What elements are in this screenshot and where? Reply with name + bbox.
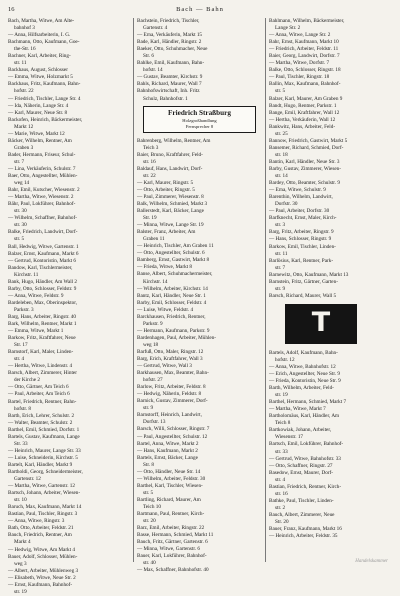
directory-entry: Baldauf, Hans, Landwirt, Dorf- — [137, 165, 203, 172]
directory-entry: Barsch, Richard, Maurer, Wall 5 — [269, 292, 337, 299]
directory-entry: Barfknecht, Ernst, Maler, Kirch- — [269, 215, 337, 222]
directory-entry: Barthel, Karl, Tischler, Wiesen- — [137, 482, 203, 489]
directory-entry: — Gertrud, Kontoristin, Markt 6 — [8, 257, 77, 264]
logo-letter: T — [311, 306, 331, 338]
directory-entry: — Martha, Witwe, Dorfstr. 7 — [269, 60, 330, 67]
directory-entry: Bartkowiak, Johann, Arbeiter, — [269, 427, 332, 434]
directory-entry: Barckhausen, Friedrich, Rentner, — [137, 313, 206, 320]
directory-entry-continuation: Markt 12 — [14, 123, 34, 130]
directory-entry: — Otto, Arbeiter, Ringstr. 5 — [137, 186, 195, 193]
directory-entry: Bartholomäus, Karl, Händler, Am — [269, 413, 340, 420]
directory-entry-continuation: Markt 4 — [14, 539, 31, 546]
directory-entry: — Hertha, Verkäuferin, Wall 12 — [269, 116, 336, 123]
directory-entry-continuation: str. 30 — [14, 208, 27, 215]
directory-entry: — Erna, Witwe, Schulstr. 9 — [269, 187, 326, 194]
directory-entry: Bahrenberg, Wilhelm, Rentner, Am — [137, 137, 211, 144]
directory-entry: Bartels, Adolf, Kaufmann, Bahn- — [269, 349, 338, 356]
directory-column-2 — [137, 18, 262, 574]
directory-entry: Baruch, Max, Kaufmann, Markt 14 — [8, 504, 82, 511]
directory-entry-continuation: hofstr. 14 — [143, 67, 163, 74]
directory-entry: Bastian, Friedrich, Rentner, Kirch- — [269, 483, 342, 490]
directory-entry: Bank, Hugo, Händler, Am Wall 2 — [8, 278, 78, 285]
directory-entry: — Max, Schaffner, Bahnhofstr. 40 — [137, 567, 209, 574]
directory-entry-continuation: str. 7 — [275, 264, 286, 271]
directory-entry: — Paul, Arbeiter, Dorfstr. 30 — [269, 208, 330, 215]
directory-entry: — Karl, Maurer, Ringstr. 5 — [137, 179, 194, 186]
directory-entry: Barg, Hans, Arbeiter, Ringstr. 40 — [8, 313, 76, 320]
directory-entry-continuation: Graben 11 — [143, 236, 165, 243]
directory-entry: Baier, Bruno, Kraftfahrer, Feld- — [137, 151, 203, 158]
directory-entry: Bahlmann, Wilhelm, Bäckermeister, — [269, 18, 345, 24]
directory-entry-continuation: str. 10 — [14, 497, 27, 504]
directory-entry: Balk, Wilhelm, Schmied, Markt 3 — [137, 200, 208, 207]
directory-entry-continuation: Schulz, Bahnhofstr. 1 — [143, 95, 188, 102]
directory-entry: — Gustav, Beamter, Kirchstr. 9 — [137, 74, 203, 81]
directory-entry: — Anna, Hilfsarbeiterin, I. G. — [8, 32, 71, 39]
page-number: 16 — [8, 6, 15, 13]
directory-entry: — Heinrich, Tischler, Am Graben 11 — [137, 243, 214, 250]
directory-entry: Bauch, Fritz, Gärtner, Gartenstr. 6 — [137, 539, 208, 546]
directory-entry-continuation: Str. 8 — [143, 461, 154, 468]
directory-entry: Bartling, Richard, Maurer, Am — [137, 496, 201, 503]
directory-entry: Bauer, Franz, Kaufmann, Markt 16 — [269, 526, 342, 533]
directory-entry: Balzer, Ernst, Kaufmann, Markt 6 — [8, 250, 79, 257]
directory-entry: Bartels, Gustav, Kaufmann, Lange — [8, 433, 80, 440]
directory-entry: Bachstein, Friedrich, Tischler, — [137, 18, 200, 24]
directory-entry-continuation: hofstr. 27 — [143, 377, 163, 384]
directory-entry: Bahls, Richard, Maurer, Wall 7 — [137, 81, 202, 88]
directory-entry: — Walter, Beamter, Schulstr. 2 — [8, 419, 73, 426]
directory-entry-continuation: Parkstr. 3 — [14, 306, 34, 313]
directory-entry: Barnstorff, Heinrich, Landwirt, — [137, 412, 202, 419]
directory-entry: — Lina, Verkäuferin, Schulstr. 7 — [8, 165, 76, 172]
directory-entry: Bankwitz, Hans, Arbeiter, Feld- — [269, 123, 336, 130]
directory-entry: — Minna, Witwe, Gartenstr. 6 — [137, 546, 200, 553]
directory-entry: — Otto, Händler, Neue Str. 14 — [137, 468, 201, 475]
directory-entry: Barlow, Fritz, Arbeiter, Feldstr. 8 — [137, 384, 206, 391]
directory-entry-continuation: str. 33 — [275, 448, 288, 455]
directory-entry: Barth, Erich, Lehrer, Schulstr. 2 — [8, 412, 75, 419]
running-title: Bach — Bahn — [176, 6, 224, 13]
directory-entry: Bartmann, Paul, Rentner, Kirch- — [137, 511, 205, 518]
directory-entry-continuation: Teich 3 — [143, 144, 159, 151]
directory-entry: Bastian, Paul, Tischler, Ringstr. 3 — [8, 511, 78, 518]
directory-entry: — Paul, Zimmerer, Wiesenstr. 8 — [137, 193, 204, 200]
directory-entry: Bauch, Albert, Zimmerer, Neue — [269, 511, 335, 518]
directory-entry: — Karl, Maurer, Neue Str. 8 — [8, 109, 68, 116]
directory-entry: Bantin, Karl, Händler, Neue Str. 3 — [269, 158, 340, 165]
directory-entry: Bannow, Friedrich, Gastwirt, Markt 5 — [269, 137, 348, 144]
directory-entry: Bach, Martha, Witwe, Am Alte- — [8, 18, 75, 24]
directory-column-1 — [8, 18, 130, 595]
directory-entry: — Elisabeth, Witwe, Neue Str. 2 — [8, 574, 76, 581]
directory-entry: — Erich, Angestellter, Neue Str. 9 — [269, 371, 340, 378]
directory-entry: Bark, Wilhelm, Rentner, Markt 1 — [8, 321, 77, 328]
directory-entry: — Emma, Witwe, Markt 1 — [8, 328, 64, 335]
directory-entry: — Luise, Schneiderin, Kirchstr. 5 — [8, 454, 78, 461]
directory-entry-continuation: str. 4 — [275, 476, 286, 483]
directory-entry: — Frieda, Witwe, Markt 8 — [137, 264, 193, 271]
directory-entry: — Friedrich, Tischler, Lange Str. 4 — [8, 95, 81, 102]
directory-entry-continuation: the-Str. 16 — [14, 46, 36, 53]
directory-entry-continuation: str. 30 — [14, 222, 27, 229]
directory-entry: Bartsch, Emil, Lokführer, Bahnhof- — [269, 441, 344, 448]
advertisement-box — [143, 106, 256, 133]
directory-entry: Bahr, Emil, Kutscher, Wiesenstr. 2 — [8, 187, 80, 194]
directory-entry-continuation: Str. 6 — [143, 53, 154, 60]
directory-entry-continuation: str. 4 — [14, 356, 25, 363]
directory-entry-continuation: str. 18 — [275, 151, 288, 158]
directory-entry: Barz, Emil, Arbeiter, Ringstr. 22 — [137, 525, 205, 532]
directory-entry: Bartel, Friedrich, Rentner, Bahn- — [8, 398, 77, 405]
directory-entry: Barsch, Willi, Schlosser, Ringstr. 7 — [137, 426, 210, 433]
directory-entry-continuation: str. 14 — [275, 173, 288, 180]
directory-entry-continuation: str. 2 — [275, 504, 286, 511]
directory-entry: Backofen, Heinrich, Bäckermeister, — [8, 116, 83, 123]
directory-entry: — Heinrich, Maurer, Lange Str. 33 — [8, 447, 81, 454]
directory-entry-continuation: Lange Str. 2 — [275, 25, 301, 32]
directory-entry: — Albert, Arbeiter, Mühlenweg 3 — [8, 567, 79, 574]
directory-entry-continuation: Str. 19 — [143, 215, 157, 222]
directory-entry-continuation: Kirchstr. 11 — [14, 271, 39, 278]
directory-entry: Barg, Fritz, Arbeiter, Ringstr. 9 — [269, 229, 334, 236]
directory-entry: — Anna, Witwe, Ringstr. 3 — [8, 518, 65, 525]
directory-entry: — Hans, Kaufmann, Markt 2 — [137, 447, 198, 454]
directory-entry-continuation: str. 11 — [14, 60, 27, 67]
directory-entry: Bardeleben, Max, Oberinspektor, — [8, 299, 78, 306]
directory-entry-continuation: str. 9 — [275, 285, 286, 292]
directory-entry: Bachner, Karl, Arbeiter, Ring- — [8, 53, 71, 60]
directory-entry: Barnick, Gustav, Zimmerer, Dorf- — [137, 398, 208, 405]
directory-entry: Bauer, Karl, Lokführer, Bahnhof- — [137, 553, 207, 560]
directory-entry: — Anna, Witwe, Bahnhofstr. 12 — [269, 363, 336, 370]
directory-entry: Bathke, Paul, Tischler, Linden- — [269, 497, 334, 504]
directory-entry: Backhaus, August, Schlosser — [8, 67, 68, 74]
directory-entry: Barby, Emil, Schlosser, Feldstr. 4 — [137, 299, 207, 306]
directory-entry: Bauch, Friedrich, Rentner, Am — [8, 532, 72, 539]
footer-stamp: Handelskammer — [355, 559, 388, 564]
directory-entry: — Hedwig, Näherin, Feldstr. 8 — [137, 391, 202, 398]
directory-entry-continuation: Wiesenstr. 17 — [275, 434, 304, 441]
directory-entry-continuation: str. 19 — [14, 588, 27, 595]
directory-entry: — Anna, Witwe, Feldstr. 9 — [8, 292, 64, 299]
directory-entry: Bath, Otto, Arbeiter, Feldstr. 21 — [8, 525, 74, 532]
directory-entry-continuation: Parkstr. 9 — [143, 320, 163, 327]
directory-entry: Bähr, Paul, Lokführer, Bahnhof- — [8, 201, 76, 208]
directory-entry: Balzer, Karl, Maurer, Am Graben 9 — [269, 95, 343, 102]
directory-entry-continuation: Str. 33 — [14, 440, 28, 447]
directory-entry: Balke, Friedrich, Landwirt, Dorf- — [8, 229, 78, 236]
directory-entry-continuation: str. 19 — [275, 392, 288, 399]
directory-entry: — Wilhelm, Arbeiter, Feldstr. 30 — [137, 475, 206, 482]
directory-entry-continuation: Str. 17 — [14, 342, 28, 349]
directory-entry-continuation: Gartenstr. 12 — [14, 476, 41, 483]
directory-entry: Balster, Franz, Arbeiter, Am — [137, 229, 196, 236]
directory-entry: Ballin, Max, Kaufmann, Bahnhof- — [269, 81, 341, 88]
directory-entry: — Martha, Witwe, Markt 7 — [269, 406, 326, 413]
directory-entry: — Hertha, Witwe, Lindenstr. 4 — [8, 363, 73, 370]
directory-entry-continuation: der Kirche 2 — [14, 377, 40, 384]
directory-entry: Bandow, Karl, Tischlermeister, — [8, 264, 73, 271]
directory-entry: Baeker, Otto, Schuhmacher, Neue — [137, 46, 208, 53]
directory-entry-continuation: str. 40 — [143, 560, 156, 567]
directory-entry: Bahnhofswirtschaft, Inh. Fritz — [137, 88, 200, 95]
directory-entry: Bachmann, Otto, Kaufmann, Goe- — [8, 39, 80, 46]
directory-entry: — Otto, Angestellter, Schulstr. 6 — [137, 250, 205, 257]
directory-entry: Bader, Hermann, Friseur, Schul- — [8, 151, 76, 158]
directory-entry: — Anna, Witwe, Lange Str. 2 — [269, 32, 331, 39]
directory-entry-continuation: Str. 20 — [275, 519, 289, 525]
page-header — [8, 4, 392, 16]
directory-entry: Basse, Hermann, Schmied, Markt 11 — [137, 532, 214, 539]
directory-entry-continuation: hofstr. 22 — [14, 88, 34, 95]
directory-entry-continuation: str. 22 — [143, 172, 156, 179]
directory-entry: Banse, Albert, Schuhmachermeister, — [137, 271, 213, 278]
directory-entry: — Otto, Gärtner, Am Teich 6 — [8, 384, 69, 391]
directory-entry: Barenthin, Wilhelm, Landwirt, — [269, 194, 333, 201]
directory-entry-continuation: str. 25 — [275, 130, 288, 137]
advertisement-text: Friedrich Straßburg — [168, 108, 231, 117]
directory-entry-continuation: weg 14 — [14, 180, 30, 187]
directory-entry: — Erna, Verkäuferin, Markt 15 — [137, 32, 203, 39]
directory-entry: Barg, Erich, Kraftfahrer, Wall 3 — [137, 356, 203, 363]
directory-entry-continuation: str. 9 — [143, 405, 154, 412]
directory-entry-continuation: str. 16 — [143, 158, 156, 165]
directory-entry: — Wilhelm, Arbeiter, Kirchstr. 14 — [137, 285, 208, 292]
directory-entry: Ballerstedt, Karl, Bäcker, Lange — [137, 208, 204, 215]
directory-entry: — Otto, Schaffner, Ringstr. 27 — [269, 462, 333, 469]
directory-entry: Barkow, Emil, Tischler, Linden- — [269, 243, 336, 250]
directory-entry: Baer, Otto, Angestellter, Mühlen- — [8, 173, 78, 180]
directory-entry: Bauer, Adolf, Schlosser, Mühlen- — [8, 553, 78, 560]
column-rule — [265, 18, 266, 562]
directory-entry: Barby, Gustav, Zimmerer, Wiesen- — [269, 165, 341, 172]
directory-entry: — Marie, Witwe, Markt 12 — [8, 130, 65, 137]
directory-entry: Bahr, Ernst, Kaufmann, Markt 10 — [269, 39, 339, 46]
directory-entry-continuation: str. 3 — [275, 222, 286, 229]
directory-entry-continuation: str. 5 — [275, 88, 286, 95]
directory-entry: Backhaus, Fritz, Kaufmann, Bahn- — [8, 81, 81, 88]
directory-entry: — Hedwig, Witwe, Am Markt 4 — [8, 546, 75, 553]
directory-entry: — Gertrud, Witwe, Wall 3 — [137, 363, 192, 370]
logo-advertisement — [285, 304, 357, 344]
directory-column-3 — [269, 18, 394, 562]
directory-entry-continuation: Teich 8 — [275, 420, 291, 427]
directory-entry: Bartholdi, Georg, Schneidermeister, — [8, 469, 83, 475]
directory-entry: Barkow, Fritz, Kraftfahrer, Neue — [8, 335, 76, 342]
directory-entry: Bade, Karl, Händler, Ringstr. 2 — [137, 39, 202, 46]
directory-entry: Barnstorf, Karl, Maler, Linden- — [8, 349, 74, 356]
directory-entry: — Ida, Näherin, Lange Str. 4 — [8, 102, 69, 109]
directory-entry-continuation: str. 5 — [14, 236, 25, 243]
directory-entry: — Martha, Witwe, Gartenstr. 12 — [8, 483, 75, 490]
directory-entry: — Heinrich, Arbeiter, Feldstr. 35 — [269, 533, 338, 540]
advertisement-text: Fernsprecher 8 — [185, 123, 214, 129]
directory-entry: — Paul, Angestellter, Schulstr. 12 — [137, 433, 208, 440]
directory-entry: Barlösius, Karl, Rentner, Park- — [269, 257, 334, 264]
column-rule — [133, 18, 134, 562]
directory-entry-continuation: Teich 10 — [143, 504, 161, 510]
directory-entry-continuation: Dorfstr. 13 — [143, 419, 166, 426]
directory-entry: Bäcker, Wilhelm, Rentner, Am — [8, 137, 72, 144]
directory-entry-continuation: Kirchstr. 14 — [143, 278, 168, 285]
directory-entry-continuation: hofstr. 8 — [14, 405, 32, 412]
directory-entry-continuation: Dorfstr. 30 — [275, 201, 298, 208]
directory-entry: — Hans, Schlosser, Ringstr. 9 — [269, 236, 332, 243]
directory-entry: Bartelt, Karl, Händler, Markt 9 — [8, 461, 73, 468]
directory-entry: Bardenhagen, Paul, Arbeiter, Mühlen- — [137, 334, 217, 341]
directory-entry: Barby, Otto, Schlosser, Feldstr. 9 — [8, 285, 77, 292]
directory-entry: Basedow, Ernst, Maurer, Dorf- — [269, 469, 333, 476]
directory-entry: Barfuß, Otto, Maler, Ringstr. 12 — [137, 348, 204, 355]
directory-entry: — Paul, Arbeiter, Am Teich 6 — [8, 391, 70, 398]
directory-entry-continuation: bahnhof 3 — [14, 25, 35, 32]
directory-entry: Barnstein, Fritz, Gärtner, Garten- — [269, 278, 338, 285]
directory-entry: Barsch, Albert, Zimmerer, Hinter — [8, 370, 77, 377]
directory-entry-continuation: str. 20 — [143, 518, 156, 525]
directory-entry: — Gertrud, Witwe, Bahnhofstr. 33 — [269, 455, 341, 462]
directory-entry: — Minna, Witwe, Lange Str. 19 — [137, 222, 204, 229]
directory-entry: Barthel, Emil, Schmied, Dorfstr. 1 — [8, 426, 80, 433]
directory-entry-continuation: str. 5 — [143, 489, 154, 496]
directory-entry: — Friedrich, Arbeiter, Feldstr. 11 — [269, 46, 339, 53]
directory-entry: — Hermann, Kaufmann, Parkstr. 9 — [137, 327, 210, 334]
directory-entry: Ball, Hedwig, Witwe, Gartenstr. 1 — [8, 243, 79, 250]
directory-entry-continuation: str. 7 — [14, 158, 25, 165]
directory-entry: Baier, Georg, Landwirt, Dorfstr. 7 — [269, 53, 340, 60]
directory-entry: Bardey, Otto, Beamter, Schulstr. 9 — [269, 180, 340, 187]
directory-entry-continuation: weg 18 — [143, 341, 159, 348]
directory-entry: — Frieda, Kontoristin, Neue Str. 9 — [269, 378, 341, 385]
directory-entry: Bantz, Karl, Händler, Neue Str. 1 — [137, 292, 206, 299]
advertisement-text: Holzgroßhandlung — [182, 117, 217, 123]
directory-entry: — Paul, Tischler, Ringstr. 18 — [269, 74, 330, 81]
directory-entry-continuation: weg 3 — [14, 560, 27, 567]
directory-entry: Barth, Wilhelm, Arbeiter, Feld- — [269, 385, 334, 392]
directory-entry: Bahlke, Emil, Kaufmann, Bahn- — [137, 60, 205, 67]
directory-entry-continuation: Graben 3 — [14, 144, 34, 151]
directory-entry: Bartsch, Johann, Arbeiter, Wiesen- — [8, 490, 81, 497]
directory-entry: Bange, Emil, Kraftfahrer, Wall 12 — [269, 109, 340, 116]
directory-entry: Barnewitz, Otto, Kaufmann, Markt 13 — [269, 271, 349, 278]
directory-entry: — Emma, Witwe, Holzmarkt 5 — [8, 74, 73, 81]
directory-entry-continuation: str. 11 — [275, 250, 288, 257]
directory-entry: Barkhausen, Max, Beamter, Bahn- — [137, 370, 209, 377]
directory-entry: Bartel, Anna, Witwe, Markt 2 — [137, 440, 199, 447]
directory-entry: — Martha, Witwe, Wiesenstr. 2 — [8, 194, 74, 201]
directory-entry: — Ernst, Kaufmann, Bahnhof- — [8, 581, 73, 588]
directory-entry: Barthel, Hermann, Schmied, Markt 7 — [269, 399, 347, 406]
directory-entry: — Wilhelm, Schaffner, Bahnhof- — [8, 215, 77, 222]
directory-entry-continuation: Gartenstr. 4 — [143, 25, 168, 32]
directory-entry-continuation: hofstr. 12 — [275, 356, 295, 363]
directory-entry: — Luise, Witwe, Feldstr. 4 — [137, 306, 194, 313]
directory-entry-continuation: str. 16 — [275, 490, 288, 497]
directory-entry: Balke, Otto, Schlosser, Ringstr. 18 — [269, 67, 341, 74]
directory-entry: Bamberg, Ernst, Gastwirt, Markt 8 — [137, 257, 210, 264]
directory-entry: Bartels, Ernst, Bäcker, Lange — [137, 454, 198, 461]
directory-entry: Bandt, Hugo, Rentner, Parkstr. 1 — [269, 102, 337, 109]
directory-entry: Bansemer, Richard, Schmied, Dorf- — [269, 144, 344, 151]
